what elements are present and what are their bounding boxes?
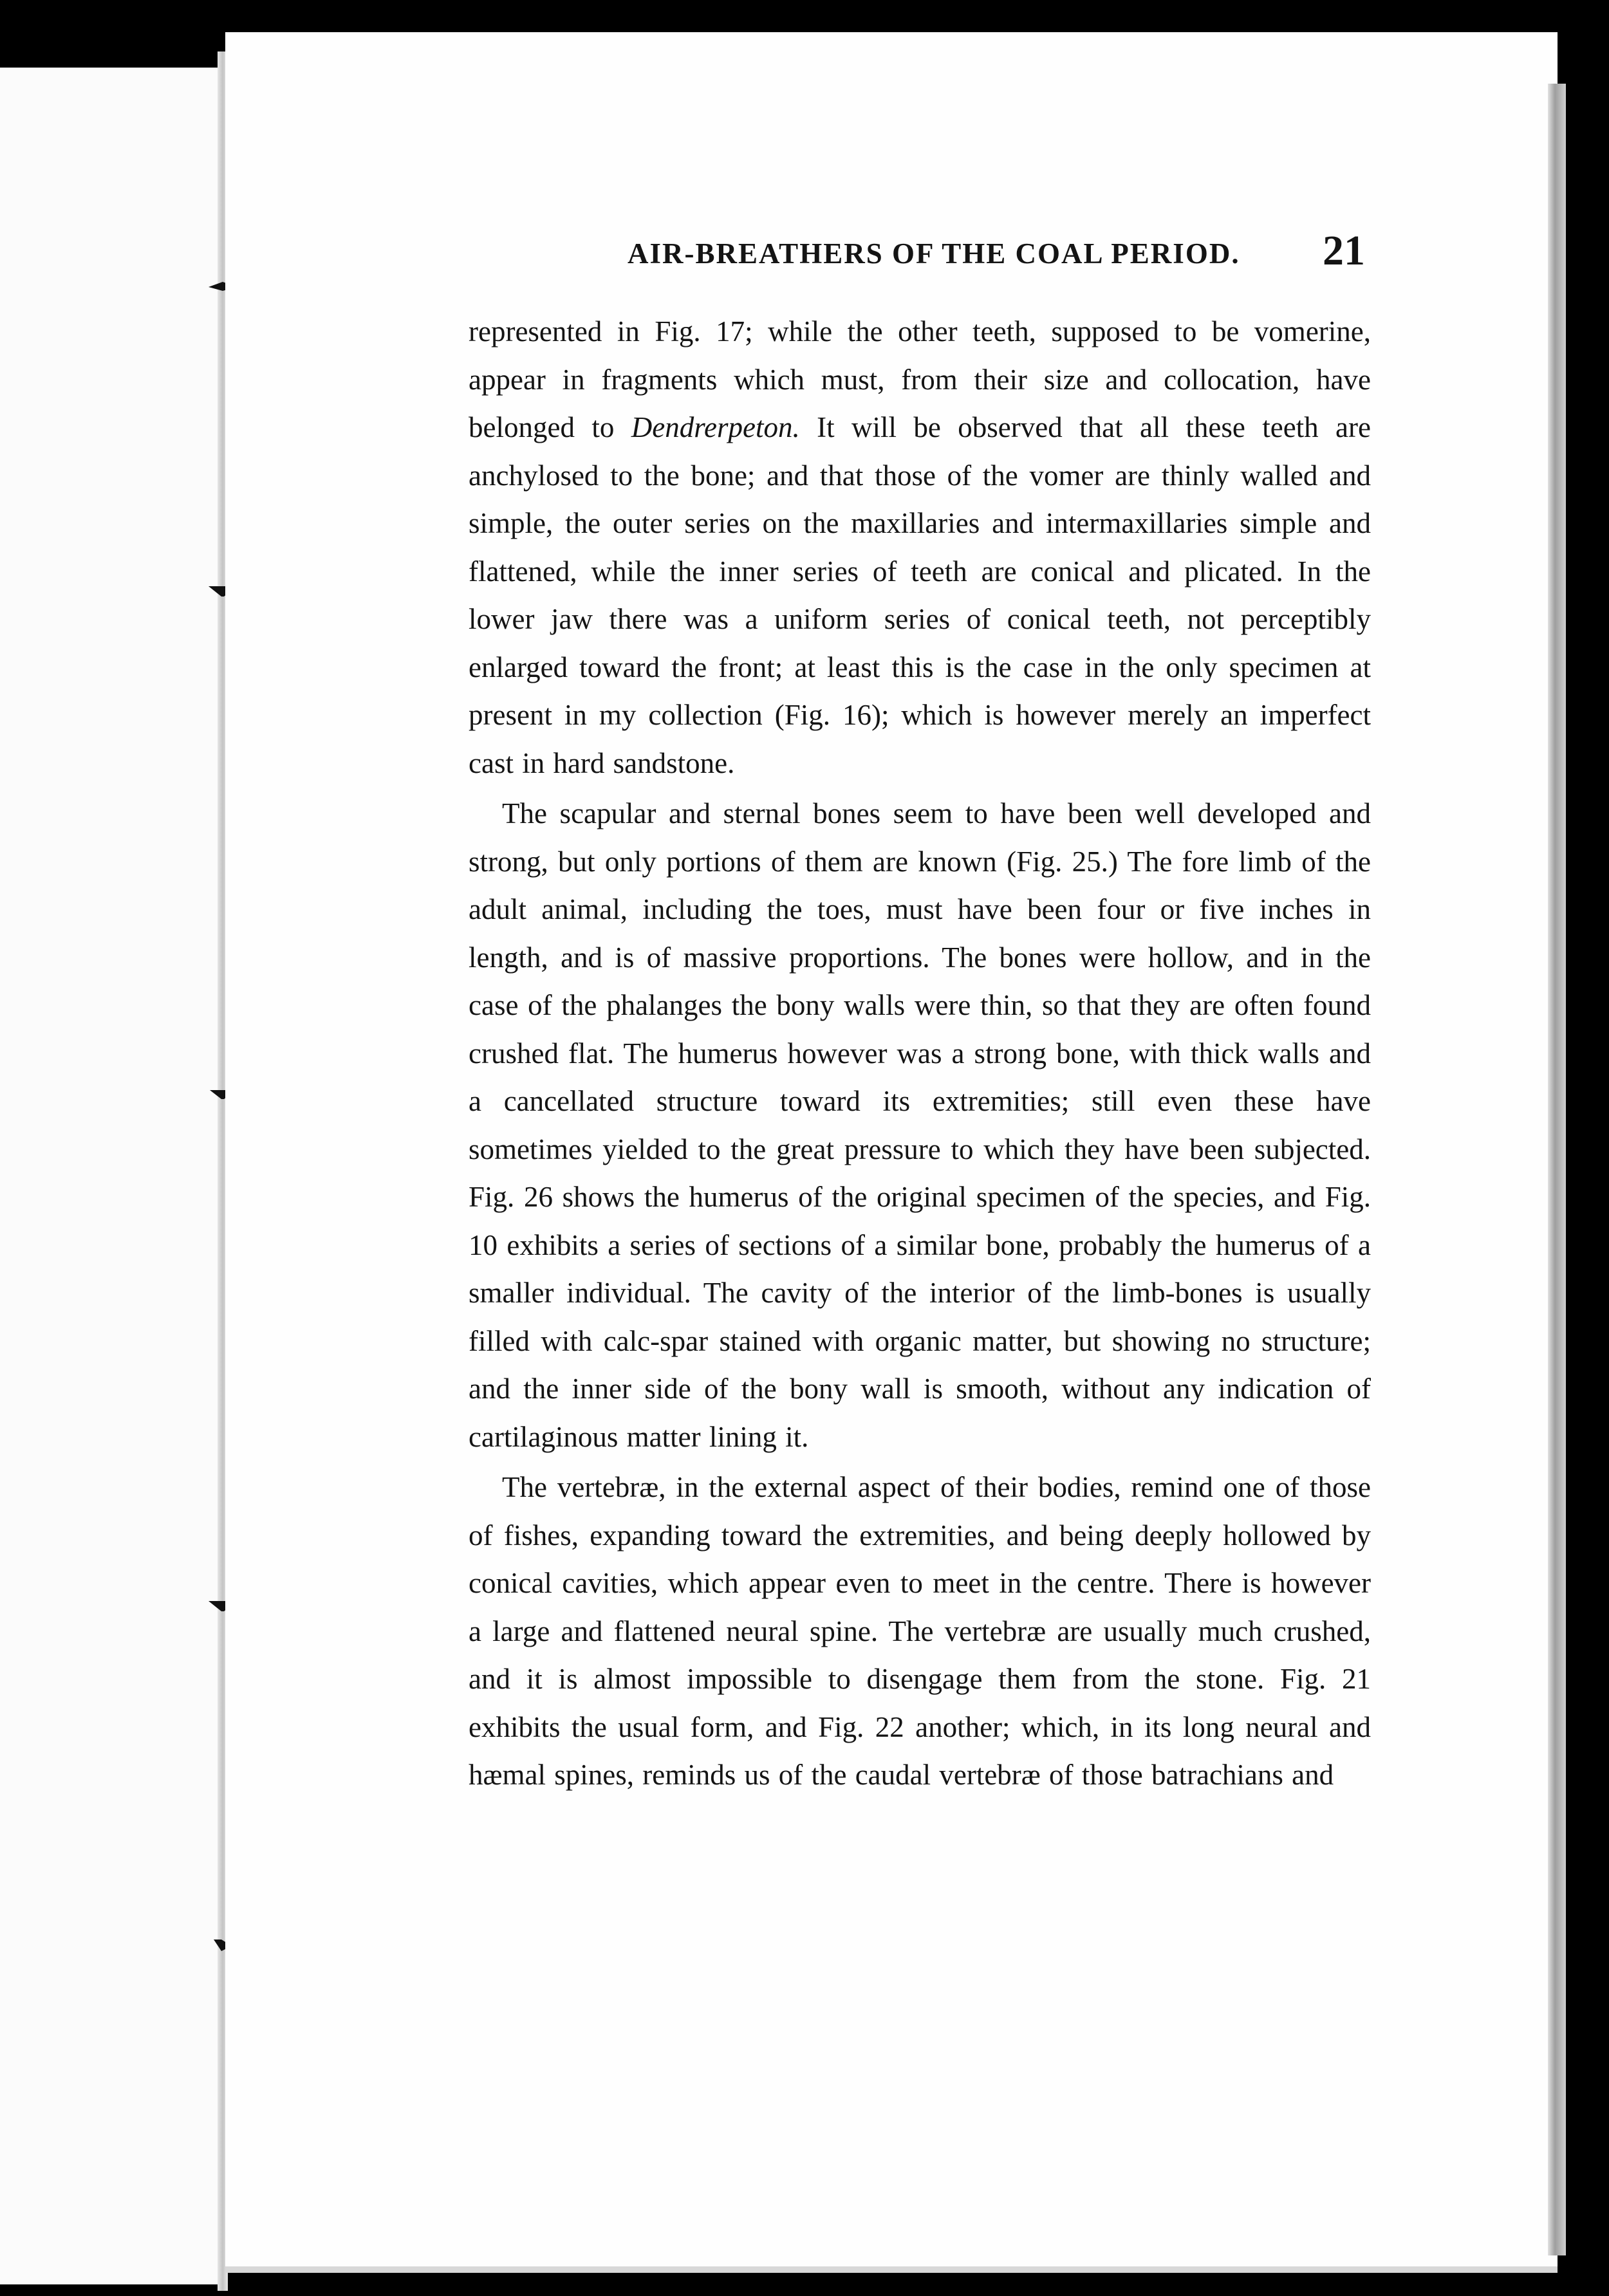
body-text xyxy=(469,308,1371,1799)
page-bottom-edge xyxy=(225,2266,1558,2273)
paragraph: represented in Fig. 17; while the other teeth, supposed to be vomerine, appear in fragments which must, from their size and collocation, have belonged to Dendrerpeton. It will be observed that all these teeth are anchylosed to the bone; and that those of the vomer are thinly walled and simple, the outer series on the maxillaries and intermaxillaries simple and flattened, while the inner series of teeth are conical and plicated. In the lower jaw there was a uniform series of conical teeth, not perceptibly enlarged toward the front; at least this is the case in the only specimen at present in my collection (Fig. 16); which is however merely an imperfect cast in hard sandstone. xyxy=(469,315,1371,779)
page-edge-shadow xyxy=(1548,84,1566,2255)
genus-name: Dendrerpeton. xyxy=(631,411,800,443)
left-page-blank xyxy=(0,68,222,2284)
paragraph: The scapular and sternal bones seem to have been well developed and strong, but only portions of them are known (Fig. 25.) The fore limb of the adult animal, including the toes, must have been four or five inches in length, and is of massive proportions. The bones were hollow, and in the case of the phalanges the bony walls were thin, so that they are often found crushed flat. The humerus however was a strong bone, with thick walls and a cancellated structure toward its extremities; still even these have sometimes yielded to the great pressure to which they have been subjected. Fig. 26 shows the humerus of the original specimen of the species, and Fig. 10 exhibits a series of sections of a similar bone, probably the humerus of a smaller individual. The cavity of the interior of the limb-bones is usually filled with calc-spar stained with organic matter, but showing no structure; and the inner side of the bony wall is smooth, without any indication of cartilaginous matter lining it. xyxy=(469,797,1371,1453)
paragraph: The vertebræ, in the external aspect of their bodies, remind one of those of fishes, expanding toward the extremities, and being deeply hollowed by conical cavities, which appear even to meet in the centre. There is however a large and flattened neural spine. The vertebræ are usually much crushed, and it is almost impossible to disengage them from the stone. Fig. 21 exhibits the usual form, and Fig. 22 another; which, in its long neural and hæmal spines, reminds us of the caudal vertebræ of those batrachians and xyxy=(469,1471,1371,1791)
page-number: 21 xyxy=(1323,227,1365,274)
running-head: AIR-BREATHERS OF THE COAL PERIOD. xyxy=(628,237,1240,270)
